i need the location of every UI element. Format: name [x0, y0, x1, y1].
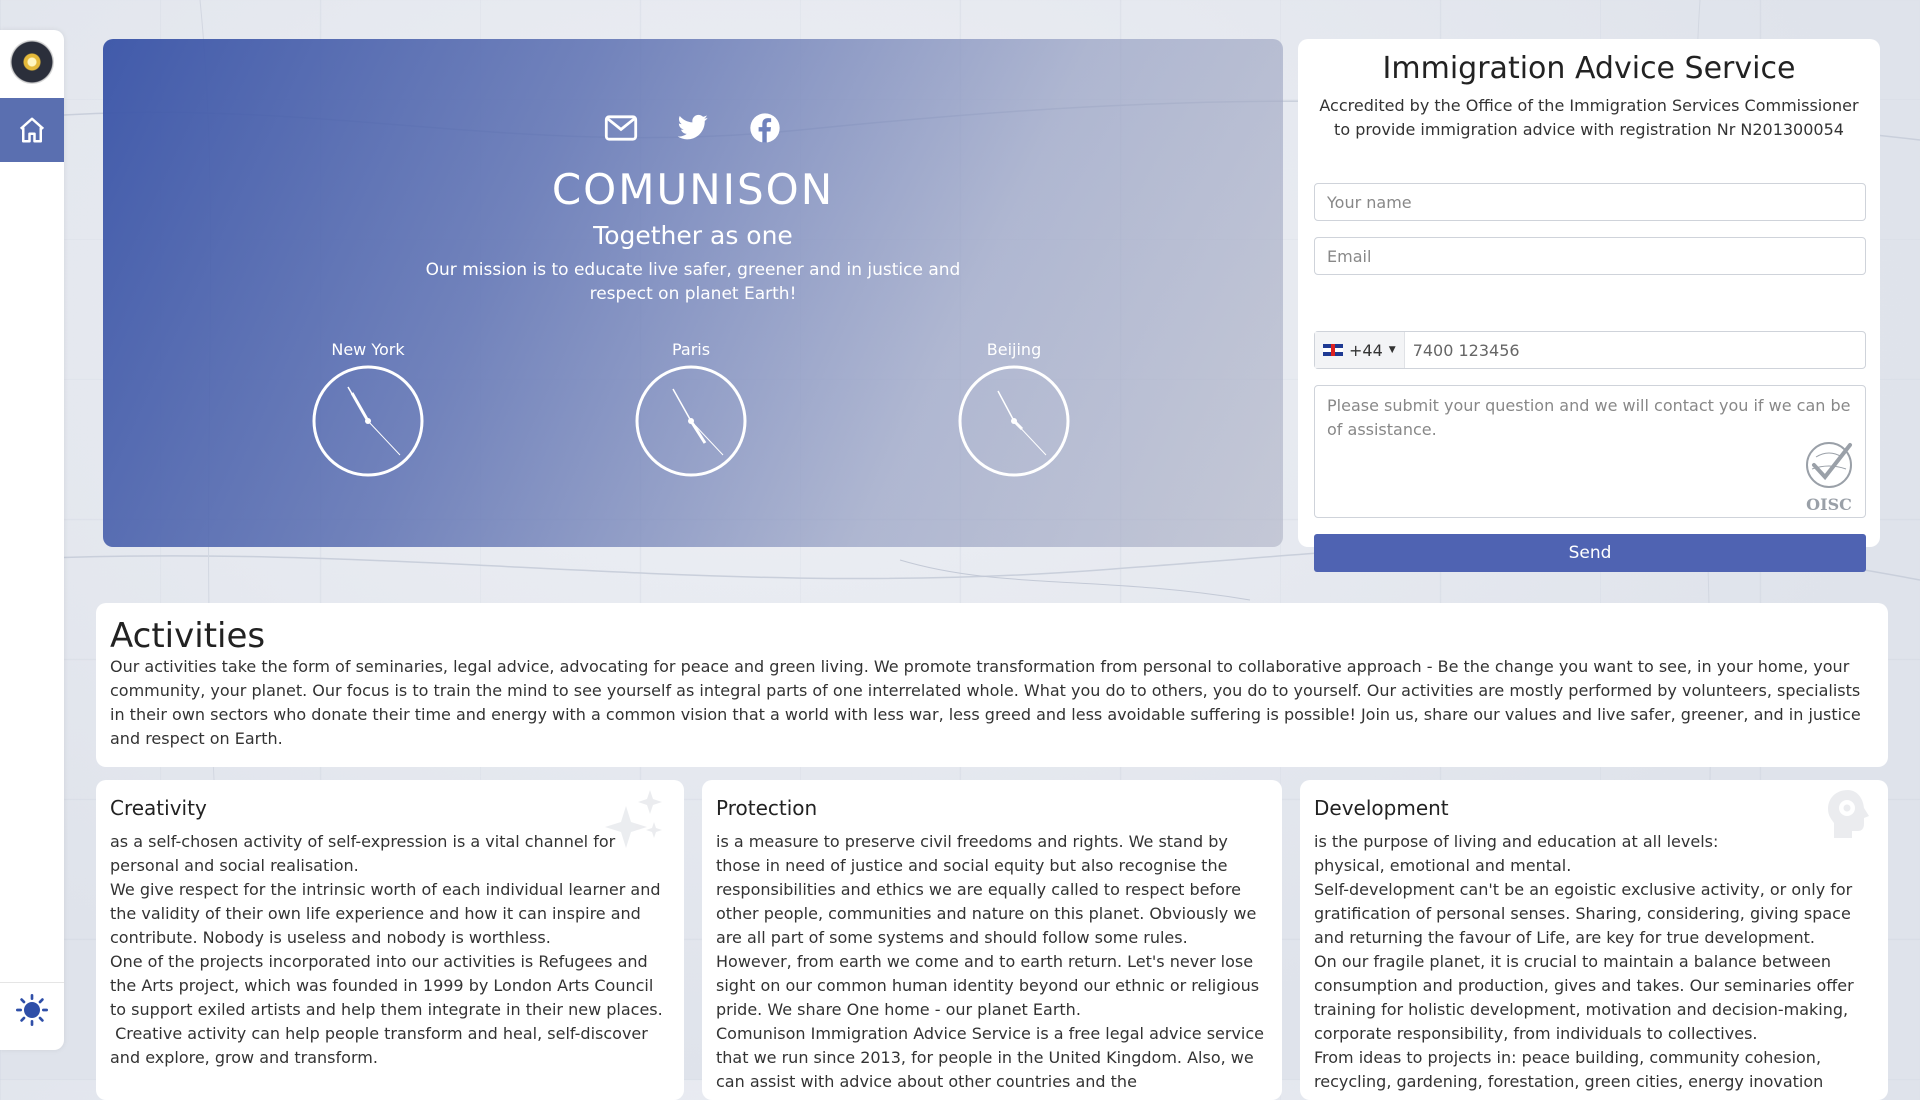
name-input[interactable]: [1314, 183, 1866, 221]
home-button[interactable]: [0, 98, 64, 162]
clock-beijing: [954, 340, 1074, 477]
social-links: [103, 111, 1283, 145]
card-body: [110, 830, 670, 1070]
card-paragraph: One of the projects incorporated into our activities is Refugees and the Arts project, which was founded in 1999 by London Arts Council to support exiled artists and help them integrate in their new places.: [110, 952, 663, 1019]
clock-face: [958, 365, 1070, 477]
clock-paris: [631, 340, 751, 477]
email-input[interactable]: [1314, 237, 1866, 275]
form-title: Immigration Advice Service: [1382, 51, 1796, 86]
oisc-check-logo-icon: [1802, 439, 1856, 491]
clock-face: [312, 365, 424, 477]
sun-logo-icon[interactable]: [10, 40, 54, 84]
oisc-badge-text: OISC: [1806, 495, 1852, 514]
send-button[interactable]: Send: [1314, 534, 1866, 572]
clock-city-label: Paris: [671, 340, 711, 359]
site-tagline: Together as one: [593, 221, 793, 250]
phone-input[interactable]: [1405, 332, 1865, 368]
activities-text: Our activities take the form of seminaries, legal advice, advocating for peace and green living. We promote transformation from personal to collaborative approach - Be the change you want to see, in your home, your community, your planet. Our focus is to train the mind to see yourself as integral parts of one interrelated whole. What you do to others, you do to yourself. Our activities are mostly performed by volunteers, specialists in their own sectors who donate their time and energy with a common vision that a world with less war, less greed and less avoidable suffering is possible! Join us, share our values and live safer, greener, and in justice and respect on Earth.: [110, 657, 1861, 748]
form-description: Accredited by the Office of the Immigration Services Commissioner to provide immigration advice with registration Nr N201300054: [1319, 96, 1859, 139]
card-body: [716, 830, 1268, 1094]
card-title: Creativity: [110, 796, 207, 820]
country-code-value: +44: [1349, 340, 1383, 360]
card-paragraph: is the purpose of living and education at all levels:: [1314, 832, 1719, 851]
clock-city-label: New York: [331, 340, 405, 359]
question-textarea[interactable]: [1314, 385, 1866, 518]
sidebar-divider: [0, 982, 64, 983]
card-title: Protection: [716, 796, 818, 820]
card-paragraph: From ideas to projects in: peace building, community cohesion, recycling, gardening, forestation, green cities, energy inovation: [1314, 1048, 1824, 1091]
clock-city-label: Beijing: [986, 340, 1042, 359]
sun-icon: [16, 994, 48, 1026]
mail-icon[interactable]: [604, 111, 638, 145]
development-card: [1300, 780, 1888, 1100]
theme-toggle-button[interactable]: [14, 992, 50, 1028]
home-icon: [17, 115, 47, 145]
card-paragraph: as a self-chosen activity of self-expression is a vital channel for personal and social realisation.: [110, 832, 616, 875]
card-paragraph: physical, emotional and mental.: [1314, 856, 1572, 875]
sidebar: [0, 30, 64, 1050]
country-code-select[interactable]: [1315, 332, 1405, 368]
clock-face: [635, 365, 747, 477]
card-body: [1314, 830, 1874, 1094]
oisc-badge: [1800, 439, 1858, 514]
card-paragraph: is a measure to preserve civil freedoms and rights. We stand by those in need of justice and social equity but also recognise the responsibilities and ethics we are equally called to respect before other people, communities and nature on this planet. Obviously we are all part of some systems and should follow some rules. However, from earth we come and to earth return. Let's never lose sight on our common human identity beyond our ethnic or religious pride. We share One home - our planet Earth.: [716, 832, 1260, 1019]
activities-title: Activities: [110, 616, 266, 656]
head-gear-icon: [1824, 788, 1872, 840]
mission-statement: Our mission is to educate live safer, greener and in justice and respect on planet Earth!: [425, 260, 961, 304]
hero-banner: [103, 39, 1283, 547]
protection-card: [702, 780, 1282, 1100]
card-paragraph: We give respect for the intrinsic worth of each individual learner and the validity of their own life experience and how it can inspire and contribute. Nobody is useless and nobody is worthless.: [110, 880, 661, 947]
facebook-icon[interactable]: [748, 111, 782, 145]
phone-field: [1314, 331, 1866, 369]
immigration-advice-form: [1298, 39, 1880, 563]
card-title: Development: [1314, 796, 1449, 820]
card-paragraph: Creative activity can help people transform and heal, self-discover and explore, grow and transform.: [110, 1024, 653, 1067]
card-paragraph: Self-development can't be an egoistic exclusive activity, or only for gratification of personal senses. Sharing, considering, giving space and returning the favour of Life, are key for true development.: [1314, 880, 1853, 947]
site-title: COMUNISON: [551, 165, 835, 214]
activities-section: [96, 603, 1888, 767]
chevron-down-icon: ▼: [1388, 345, 1396, 355]
clock-new-york: [308, 340, 428, 477]
uk-flag-icon: [1323, 344, 1343, 356]
twitter-icon[interactable]: [676, 111, 710, 145]
creativity-card: [96, 780, 684, 1100]
card-paragraph: On our fragile planet, it is crucial to maintain a balance between consumption and production, gives and takes. Our seminaries offer training for holistic development, motivation and decision-making, corporate responsibility, from individuals to collectives.: [1314, 952, 1854, 1043]
sparkles-icon: [604, 788, 668, 852]
card-paragraph: Comunison Immigration Advice Service is a free legal advice service that we run since 2013, for people in the United Kingdom. Also, we can assist with advice about other countries and the: [716, 1024, 1264, 1091]
